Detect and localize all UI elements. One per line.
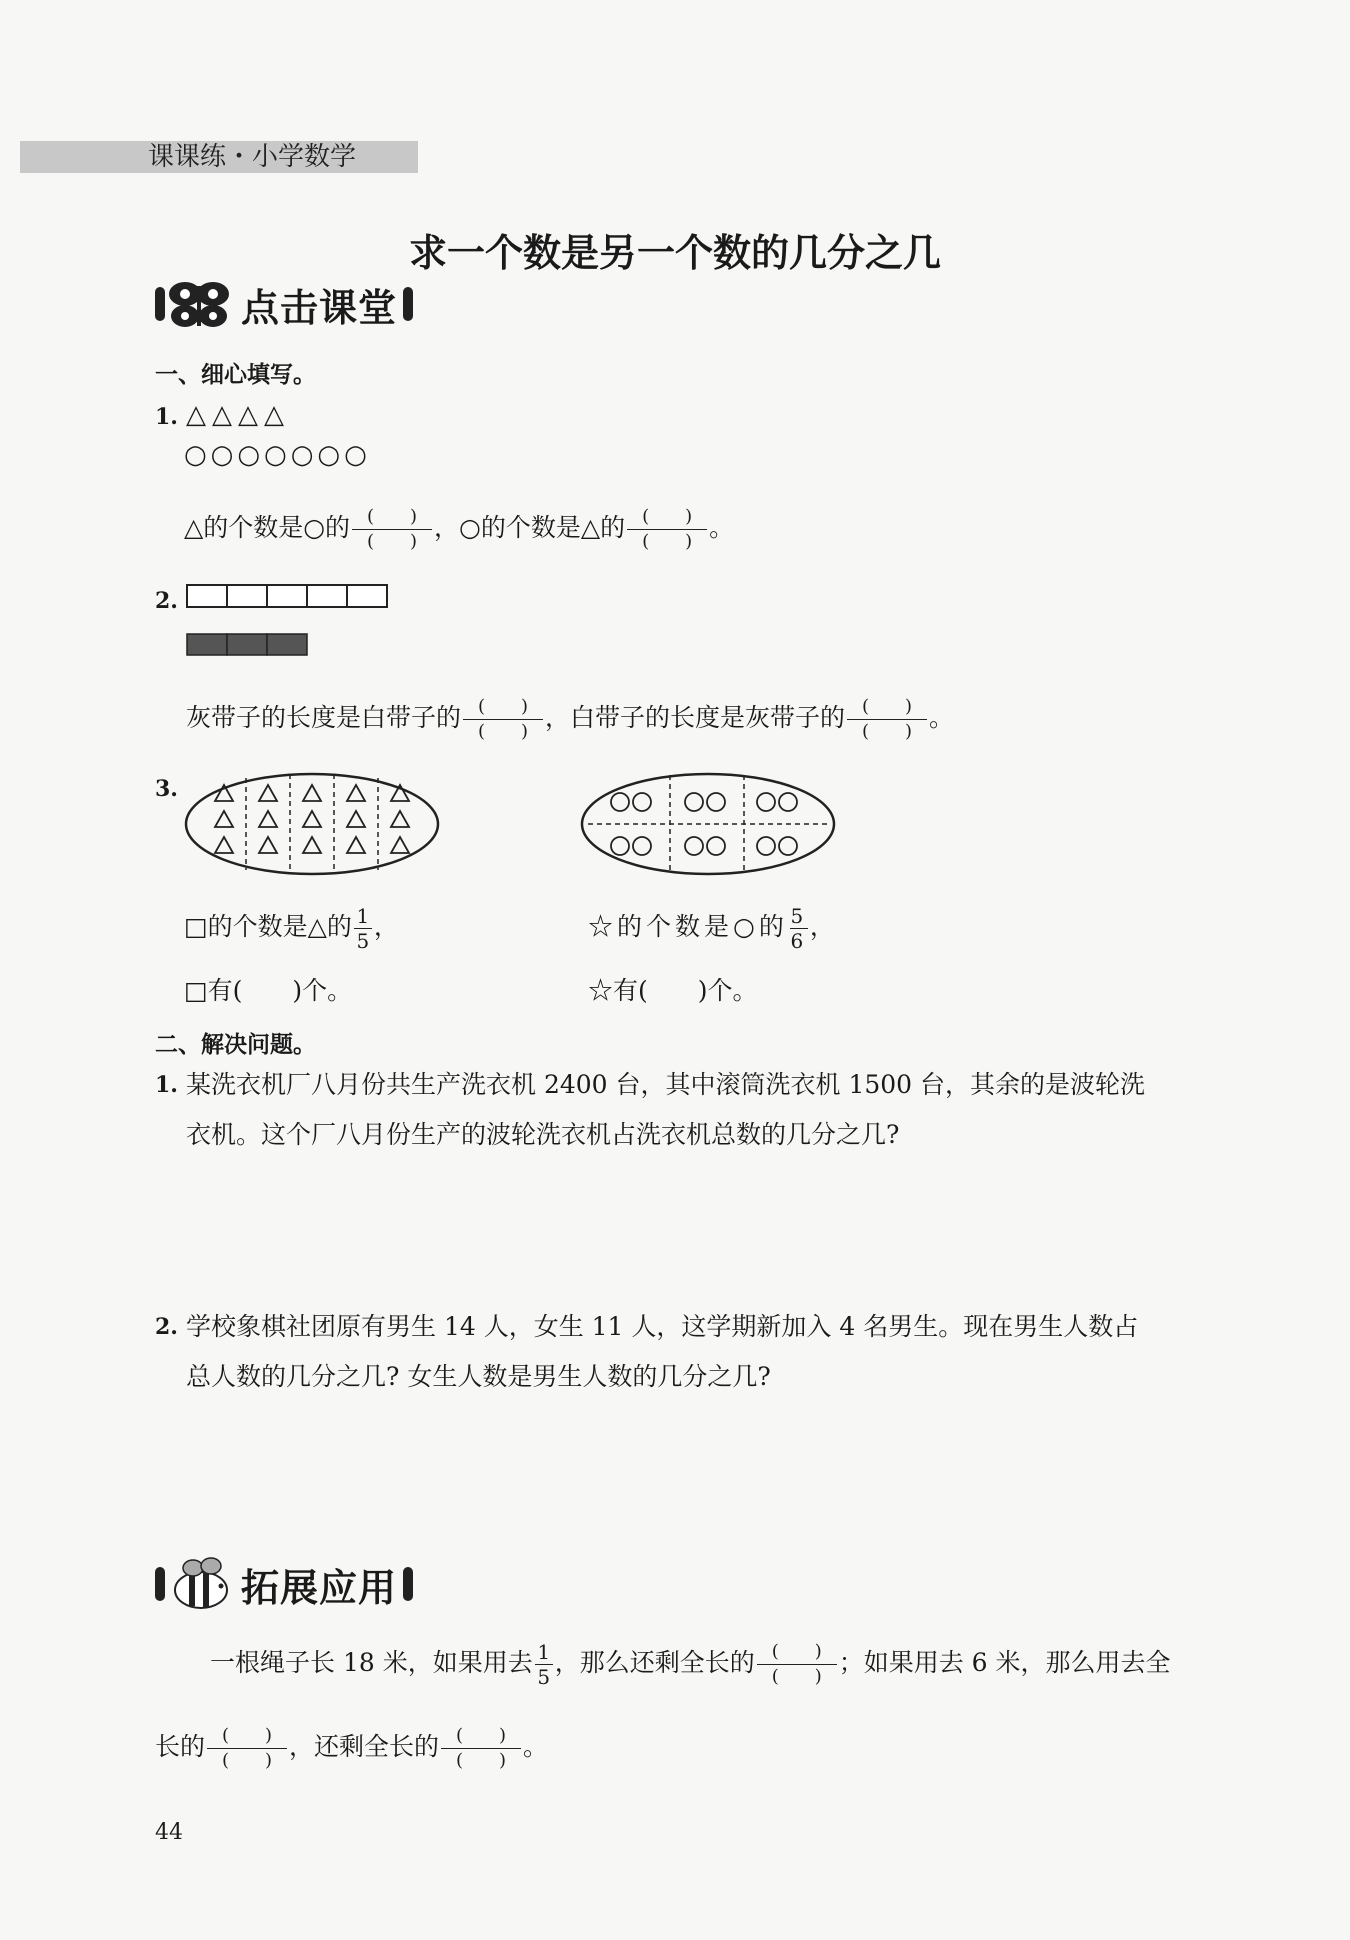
circle-mark bbox=[779, 793, 797, 811]
q2-gray-strip bbox=[186, 633, 312, 657]
circle-mark bbox=[633, 837, 651, 855]
white-strip-segment bbox=[347, 585, 387, 607]
q1-blank-fraction-1[interactable]: $\frac{( )}{( )}$ bbox=[352, 507, 432, 552]
triangle-mark bbox=[303, 811, 321, 827]
q3-triangle-oval bbox=[184, 772, 444, 876]
q3-left-answer: □有( )个。 bbox=[184, 976, 353, 1005]
bee-icon bbox=[165, 1556, 235, 1612]
q1-number: 1. bbox=[155, 404, 178, 430]
extension-line1: 一根绳子长 18 米，如果用去 $\frac{1}{5}$ ，那么还剩全长的 $\frac{( )}{( )}$ ；如果用去 6 米，那么用去全 bbox=[210, 1640, 1171, 1689]
triangle-mark bbox=[347, 837, 365, 853]
extension-blank-3[interactable]: $\frac{( )}{( )}$ bbox=[441, 1726, 521, 1771]
triangle-mark bbox=[215, 811, 233, 827]
triangle-mark bbox=[347, 785, 365, 801]
gray-strip-segment bbox=[187, 634, 227, 655]
circle-mark bbox=[779, 837, 797, 855]
click-class-label: 点击课堂 bbox=[241, 285, 398, 330]
triangle-mark bbox=[259, 785, 277, 801]
q1-sentence: △的个数是○的 $\frac{( )}{( )}$ ，○的个数是△的 $\frac{( )}{( )}$ 。 bbox=[184, 506, 735, 552]
triangle-mark bbox=[215, 837, 233, 853]
triangle-mark bbox=[303, 785, 321, 801]
triangle-mark bbox=[259, 811, 277, 827]
part2-heading: 二、解决问题。 bbox=[155, 1032, 316, 1058]
problem1-line2: 衣机。这个厂八月份生产的波轮洗衣机占洗衣机总数的几分之几? bbox=[186, 1120, 900, 1149]
click-class-banner bbox=[155, 276, 413, 332]
circle-mark bbox=[685, 837, 703, 855]
circle-mark bbox=[685, 793, 703, 811]
q3-right-fraction: $\frac{5}{6}$ bbox=[790, 904, 808, 953]
triangle-mark bbox=[259, 837, 277, 853]
gray-strip-segment bbox=[267, 634, 307, 655]
problem2-number: 2. bbox=[155, 1314, 178, 1340]
triangle-mark bbox=[347, 811, 365, 827]
circle-mark bbox=[633, 793, 651, 811]
butterfly-icon bbox=[165, 276, 235, 332]
extension-banner bbox=[155, 1556, 413, 1612]
white-strip-segment bbox=[227, 585, 267, 607]
q1-triangle-row: △△△△ bbox=[186, 400, 290, 430]
q3-right-answer: ☆有( )个。 bbox=[588, 976, 758, 1005]
white-strip-segment bbox=[187, 585, 227, 607]
triangle-mark bbox=[391, 837, 409, 853]
extension-blank-1[interactable]: $\frac{( )}{( )}$ bbox=[757, 1642, 837, 1687]
q3-left-sentence: □的个数是△的 $\frac{1}{5}$ ， bbox=[184, 904, 399, 953]
q1-circle-row: ○○○○○○○ bbox=[184, 440, 371, 470]
white-strip-segment bbox=[267, 585, 307, 607]
q2-blank-fraction-2[interactable]: $\frac{( )}{( )}$ bbox=[847, 697, 927, 742]
q2-white-strip bbox=[186, 584, 392, 610]
q1-blank-fraction-2[interactable]: $\frac{( )}{( )}$ bbox=[627, 507, 707, 552]
book-title: 课课练・小学数学 bbox=[148, 142, 357, 172]
q3-circle-oval bbox=[580, 772, 840, 876]
problem2-line2: 总人数的几分之几? 女生人数是男生人数的几分之几? bbox=[186, 1362, 771, 1391]
circle-mark bbox=[611, 793, 629, 811]
q3-left-fraction: $\frac{1}{5}$ bbox=[354, 906, 372, 951]
circle-mark bbox=[757, 793, 775, 811]
extension-line2: 长的 $\frac{( )}{( )}$ ，还剩全长的 $\frac{( )}{( )}$ 。 bbox=[155, 1725, 549, 1771]
circle-mark bbox=[757, 837, 775, 855]
q2-sentence: 灰带子的长度是白带子的 $\frac{( )}{( )}$ ，白带子的长度是灰带子的 $\frac{( )}{( )}$ 。 bbox=[186, 696, 955, 742]
circle-mark bbox=[707, 837, 725, 855]
extension-blank-2[interactable]: $\frac{( )}{( )}$ bbox=[207, 1726, 287, 1771]
page-title: 求一个数是另一个数的几分之几 bbox=[408, 231, 941, 275]
q3-right-sentence: ☆的个数是○的 $\frac{5}{6}$ ， bbox=[588, 904, 839, 953]
gray-strip-segment bbox=[227, 634, 267, 655]
extension-label: 拓展应用 bbox=[241, 1565, 398, 1610]
problem2-line1: 学校象棋社团原有男生 14 人，女生 11 人，这学期新加入 4 名男生。现在男生人数占 bbox=[186, 1312, 1139, 1341]
problem1-line1: 某洗衣机厂八月份共生产洗衣机 2400 台，其中滚筒洗衣机 1500 台，其余的是波轮洗 bbox=[186, 1070, 1146, 1099]
circle-mark bbox=[707, 793, 725, 811]
white-strip-segment bbox=[307, 585, 347, 607]
q2-blank-fraction-1[interactable]: $\frac{( )}{( )}$ bbox=[463, 697, 543, 742]
triangle-mark bbox=[303, 837, 321, 853]
q2-number: 2. bbox=[155, 588, 178, 614]
circle-mark bbox=[611, 837, 629, 855]
triangle-mark bbox=[391, 811, 409, 827]
extension-fraction: $\frac{1}{5}$ bbox=[535, 1642, 553, 1687]
part1-heading: 一、细心填写。 bbox=[155, 362, 316, 388]
q3-number: 3. bbox=[155, 776, 178, 802]
page-number: 44 bbox=[155, 1820, 183, 1845]
problem1-number: 1. bbox=[155, 1072, 178, 1098]
